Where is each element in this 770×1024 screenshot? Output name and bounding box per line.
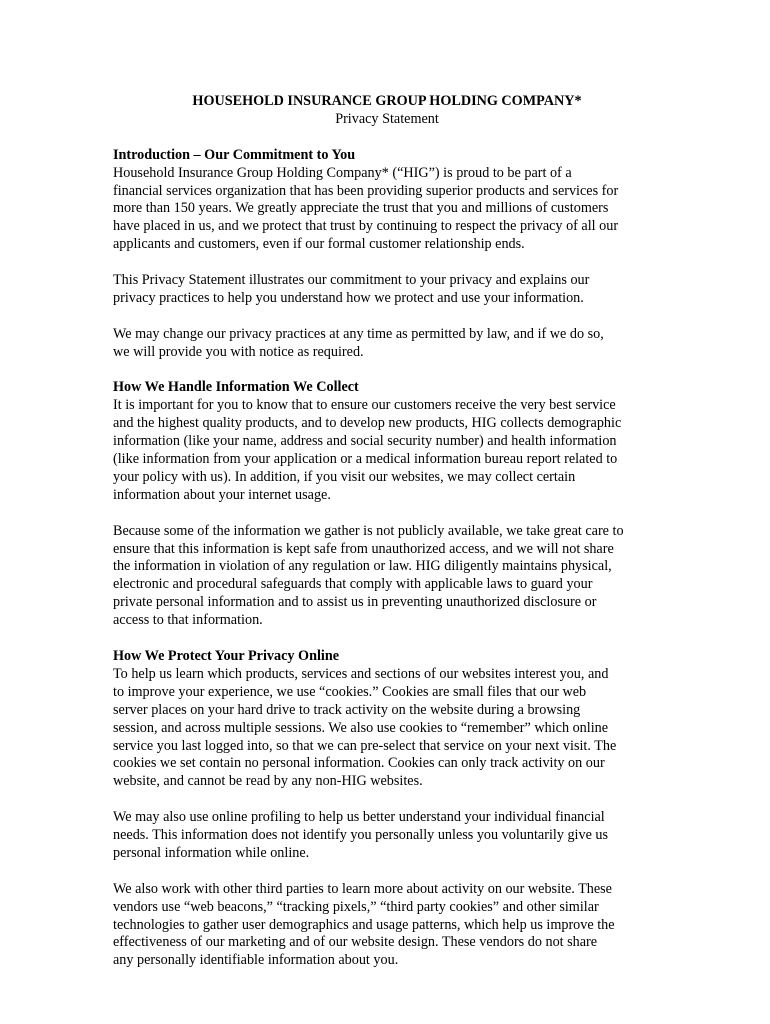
text-line: your policy with us). In addition, if you visit our websites, we may collect certain [113,468,576,485]
text-line: private personal information and to assist us in preventing unauthorized disclosure or [113,594,597,611]
paragraph [113,397,661,504]
paragraph [113,881,661,971]
section-heading: Introduction – Our Commitment to You [113,146,356,163]
section-online-privacy [113,648,661,970]
text-line: website, and cannot be read by any non-HIG websites. [113,773,423,790]
text-line: We may change our privacy practices at any time as permitted by law, and if we do so, [113,325,604,342]
text-line: the information in violation of any regulation or law. HIG diligently maintains physical, [113,558,612,575]
text-line: more than 150 years. We greatly appreciate the trust that you and millions of customers [113,200,609,217]
paragraph [113,809,661,863]
text-line: applicants and customers, even if our formal customer relationship ends. [113,236,525,253]
text-line: we will provide you with notice as required. [113,343,364,360]
paragraph [113,326,661,362]
text-line: ensure that this information is kept safe from unauthorized access, and we will not share [113,540,614,557]
text-line: service you last logged into, so that we can pre-select that service on your next visit. The [113,737,617,754]
section-information-handling [113,379,661,630]
text-line: have placed in us, and we protect that trust by continuing to respect the privacy of all our [113,218,619,235]
text-line: and the highest quality products, and to develop new products, HIG collects demographic [113,415,622,432]
text-line: information (like your name, address and social security number) and health information [113,433,617,450]
text-line: needs. This information does not identify you personally unless you voluntarily give us [113,827,609,844]
paragraph [113,523,661,630]
text-line: server places on your hard drive to track activity on the website during a browsing [113,701,581,718]
text-line: technologies to gather user demographics and usage patterns, which help us improve the [113,916,615,933]
text-line: privacy practices to help you understand how we protect and use your information. [113,289,584,306]
text-line: We may also use online profiling to help us better understand your individual financial [113,809,605,826]
text-line: We also work with other third parties to learn more about activity on our website. These [113,880,612,897]
paragraph [113,666,661,791]
document-page [113,93,661,988]
text-line: financial services organization that has been providing superior products and services for [113,182,619,199]
text-line: To help us learn which products, services and sections of our websites interest you, and [113,665,609,682]
text-line: Because some of the information we gather is not publicly available, we take great care to [113,522,624,539]
paragraph [113,165,661,255]
paragraph [113,272,661,308]
text-line: to improve your experience, we use “cookies.” Cookies are small files that our web [113,683,587,700]
text-line: any personally identifiable information about you. [113,952,399,969]
text-line: (like information from your application or a medical information bureau report related to [113,451,618,468]
text-line: This Privacy Statement illustrates our commitment to your privacy and explains our [113,272,590,289]
section-heading: How We Handle Information We Collect [113,379,359,396]
text-line: electronic and procedural safeguards that comply with applicable laws to guard your [113,576,593,593]
section-heading: How We Protect Your Privacy Online [113,648,340,664]
text-line: It is important for you to know that to ensure our customers receive the very best service [113,397,616,414]
text-line: vendors use “web beacons,” “tracking pixels,” “third party cookies” and other similar [113,898,599,915]
text-line: cookies we set contain no personal information. Cookies can only track activity on our [113,755,605,772]
text-line: access to that information. [113,612,263,629]
document-title: HOUSEHOLD INSURANCE GROUP HOLDING COMPANY* [192,93,582,109]
text-line: information about your internet usage. [113,486,331,503]
text-line: session, and across multiple sessions. We also use cookies to “remember” which online [113,719,609,736]
document-subtitle: Privacy Statement [335,110,439,127]
text-line: personal information while online. [113,844,310,861]
text-line: effectiveness of our marketing and of our website design. These vendors do not share [113,934,598,951]
text-line: Household Insurance Group Holding Company* (“HIG”) is proud to be part of a [113,164,572,181]
section-introduction [113,147,661,362]
